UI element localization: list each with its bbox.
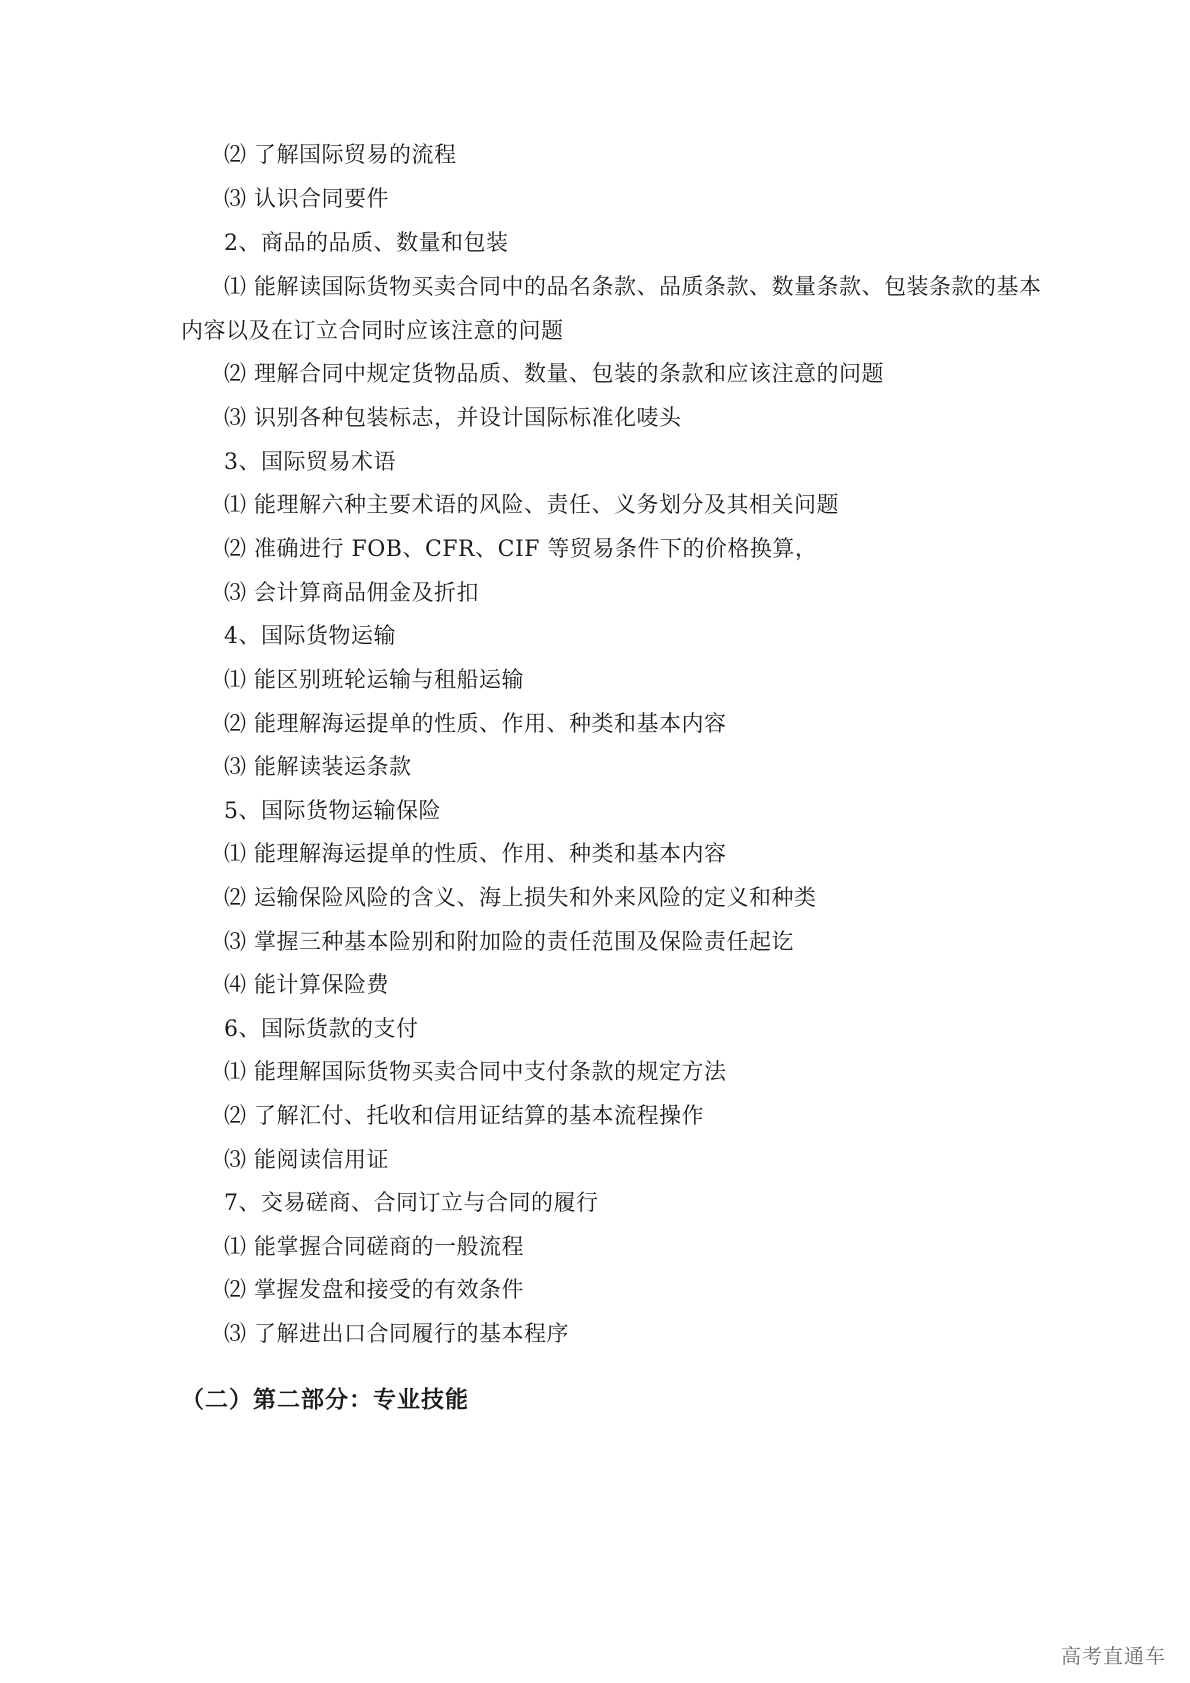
subsection-heading: 7、交易磋商、合同订立与合同的履行: [224, 1191, 599, 1216]
list-item: ⑵ 理解合同中规定货物品质、数量、包装的条款和应该注意的问题: [224, 362, 884, 387]
list-item: ⑶ 掌握三种基本险别和附加险的责任范围及保险责任起讫: [224, 930, 794, 955]
list-item: ⑵ 运输保险风险的含义、海上损失和外来风险的定义和种类: [224, 886, 817, 911]
section-heading: （二）第二部分：专业技能: [181, 1387, 469, 1413]
subsection-heading: 6、国际货款的支付: [224, 1017, 419, 1042]
subsection-heading: 4、国际货物运输: [224, 624, 396, 649]
list-item: ⑴ 能理解六种主要术语的风险、责任、义务划分及其相关问题: [224, 493, 839, 518]
list-item: ⑵ 了解汇付、托收和信用证结算的基本流程操作: [224, 1104, 704, 1129]
list-item: ⑶ 了解进出口合同履行的基本程序: [224, 1322, 569, 1347]
list-item-continuation: 内容以及在订立合同时应该注意的问题: [181, 319, 564, 344]
list-item: ⑵ 掌握发盘和接受的有效条件: [224, 1278, 524, 1303]
list-item: ⑴ 能掌握合同磋商的一般流程: [224, 1235, 524, 1260]
subsection-heading: 5、国际货物运输保险: [224, 799, 441, 824]
list-item: ⑶ 能解读装运条款: [224, 755, 412, 780]
list-item: ⑵ 准确进行 FOB、CFR、CIF 等贸易条件下的价格换算，: [224, 537, 818, 562]
list-item: ⑴ 能区别班轮运输与租船运输: [224, 668, 524, 693]
subsection-heading: 2、商品的品质、数量和包装: [224, 231, 509, 256]
list-item: ⑴ 能解读国际货物买卖合同中的品名条款、品质条款、数量条款、包装条款的基本: [224, 275, 1042, 300]
list-item: ⑵ 能理解海运提单的性质、作用、种类和基本内容: [224, 712, 727, 737]
list-item: ⑴ 能理解国际货物买卖合同中支付条款的规定方法: [224, 1060, 727, 1085]
list-item: ⑶ 能阅读信用证: [224, 1148, 389, 1173]
list-item: ⑶ 识别各种包装标志，并设计国际标准化唛头: [224, 406, 682, 431]
list-item: ⑷ 能计算保险费: [224, 973, 389, 998]
list-item: ⑴ 能理解海运提单的性质、作用、种类和基本内容: [224, 842, 727, 867]
list-item: ⑵ 了解国际贸易的流程: [224, 143, 457, 168]
list-item: ⑶ 会计算商品佣金及折扣: [224, 581, 479, 606]
watermark-text: 高考直通车: [1061, 1644, 1166, 1668]
subsection-heading: 3、国际贸易术语: [224, 450, 396, 475]
list-item: ⑶ 认识合同要件: [224, 187, 389, 212]
